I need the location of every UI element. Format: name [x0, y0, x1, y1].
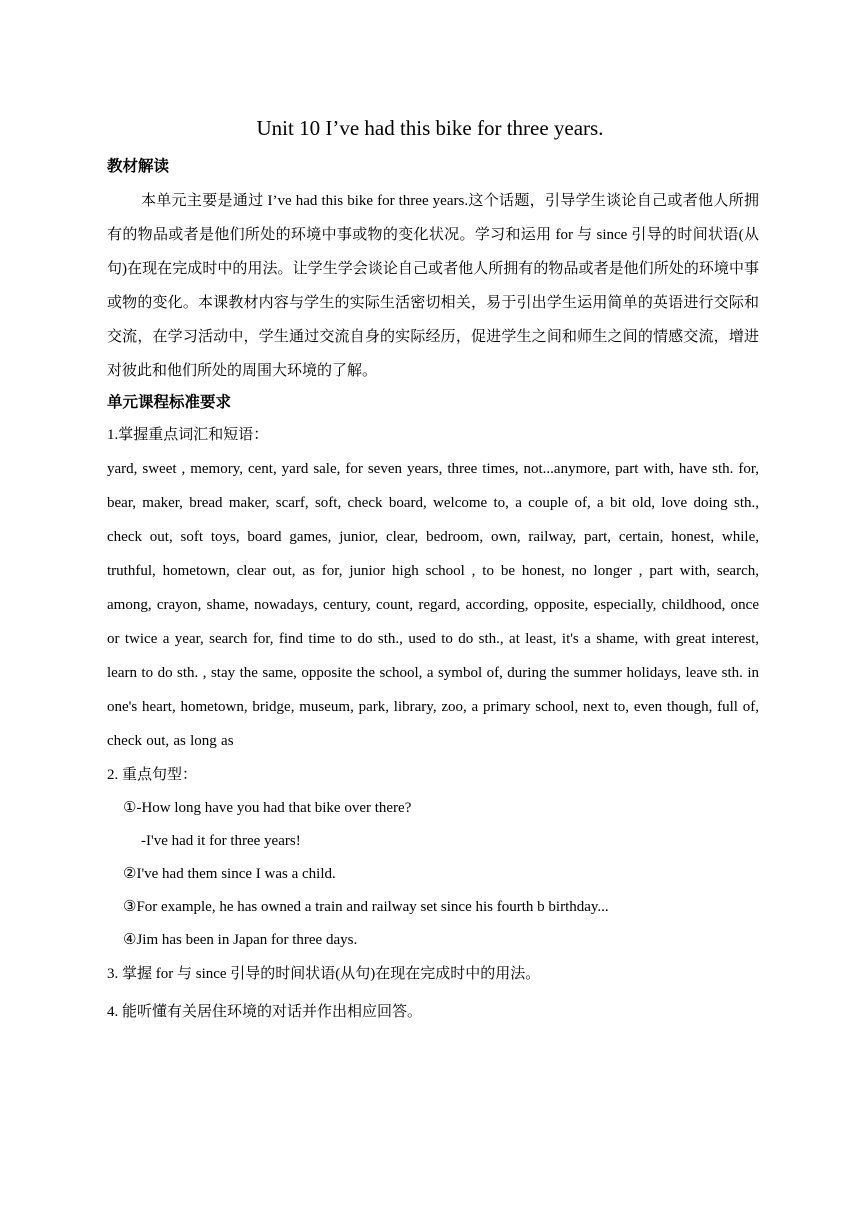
sentence-pattern-answer: -I've had it for three years! — [141, 833, 301, 849]
sentence-pattern: ①-How long have you had that bike over there? — [123, 800, 412, 816]
document-title: Unit 10 I’ve had this bike for three years. — [256, 116, 604, 140]
section-heading-textbook-analysis: 教材解读 — [107, 158, 170, 175]
document-body — [107, 152, 759, 1029]
section-heading-curriculum-standards: 单元课程标准要求 — [107, 394, 232, 411]
item-3-for-since-usage: 3. 掌握 for 与 since 引导的时间状语(从句)在现在完成时中的用法。 — [107, 966, 541, 982]
sentence-pattern: ②I've had them since I was a child. — [123, 866, 336, 882]
item-1-vocabulary-label: 1.掌握重点词汇和短语： — [107, 427, 269, 443]
vocabulary-list: yard, sweet , memory, cent, yard sale, for seven years, three times, not...anymore, part with, have sth. for, bear, maker, bread maker, scarf, soft, check board, welcome to, a couple of, a bit old, love doing sth., check out, soft toys, board games, junior, clear, bedroom, own, railway, part, certain, honest, while, truthful, hometown, clear out, as for, junior high school , to be honest, no longer , part with, search, among, crayon, shame, nowadays, century, count, regard, according, opposite, especially, childhood, once or twice a year, search for, find time to do sth., used to do sth., at least, it's a shame, with great interest, learn to do sth. , stay the same, opposite the school, a symbol of, during the summer holidays, leave sth. in one's heart, hometown, bridge, museum, park, library, zoo, a primary school, next to, even though, full of, check out, as long as — [107, 461, 759, 749]
item-2-sentence-patterns-label: 2. 重点句型： — [107, 767, 198, 783]
sentence-pattern: ③For example, he has owned a train and railway set since his fourth b birthday... — [123, 899, 609, 915]
sentence-pattern: ④Jim has been in Japan for three days. — [123, 932, 358, 948]
sentence-pattern-list — [107, 792, 759, 957]
textbook-analysis-paragraph: 本单元主要是通过 I’ve had this bike for three years.这个话题，引导学生谈论自己或者他人所拥有的物品或者是他们所处的环境中事或物的变化状况。学习和运用 for 与 since 引导的时间状语(从句)在现在完成时中的用法。让学生学会谈论自己或者他人所拥有的物品或者是他们所处的环境中事或物的变化。本课教材内容与学生的实际生活密切相关，易于引出学生运用简单的英语进行交际和交流，在学习活动中，学生通过交流自身的实际经历，促进学生之间和师生之间的情感交流，增进对彼此和他们所处的周围大环境的了解。 — [107, 193, 759, 379]
item-4-listening: 4. 能听懂有关居住环境的对话并作出相应回答。 — [107, 1004, 423, 1020]
